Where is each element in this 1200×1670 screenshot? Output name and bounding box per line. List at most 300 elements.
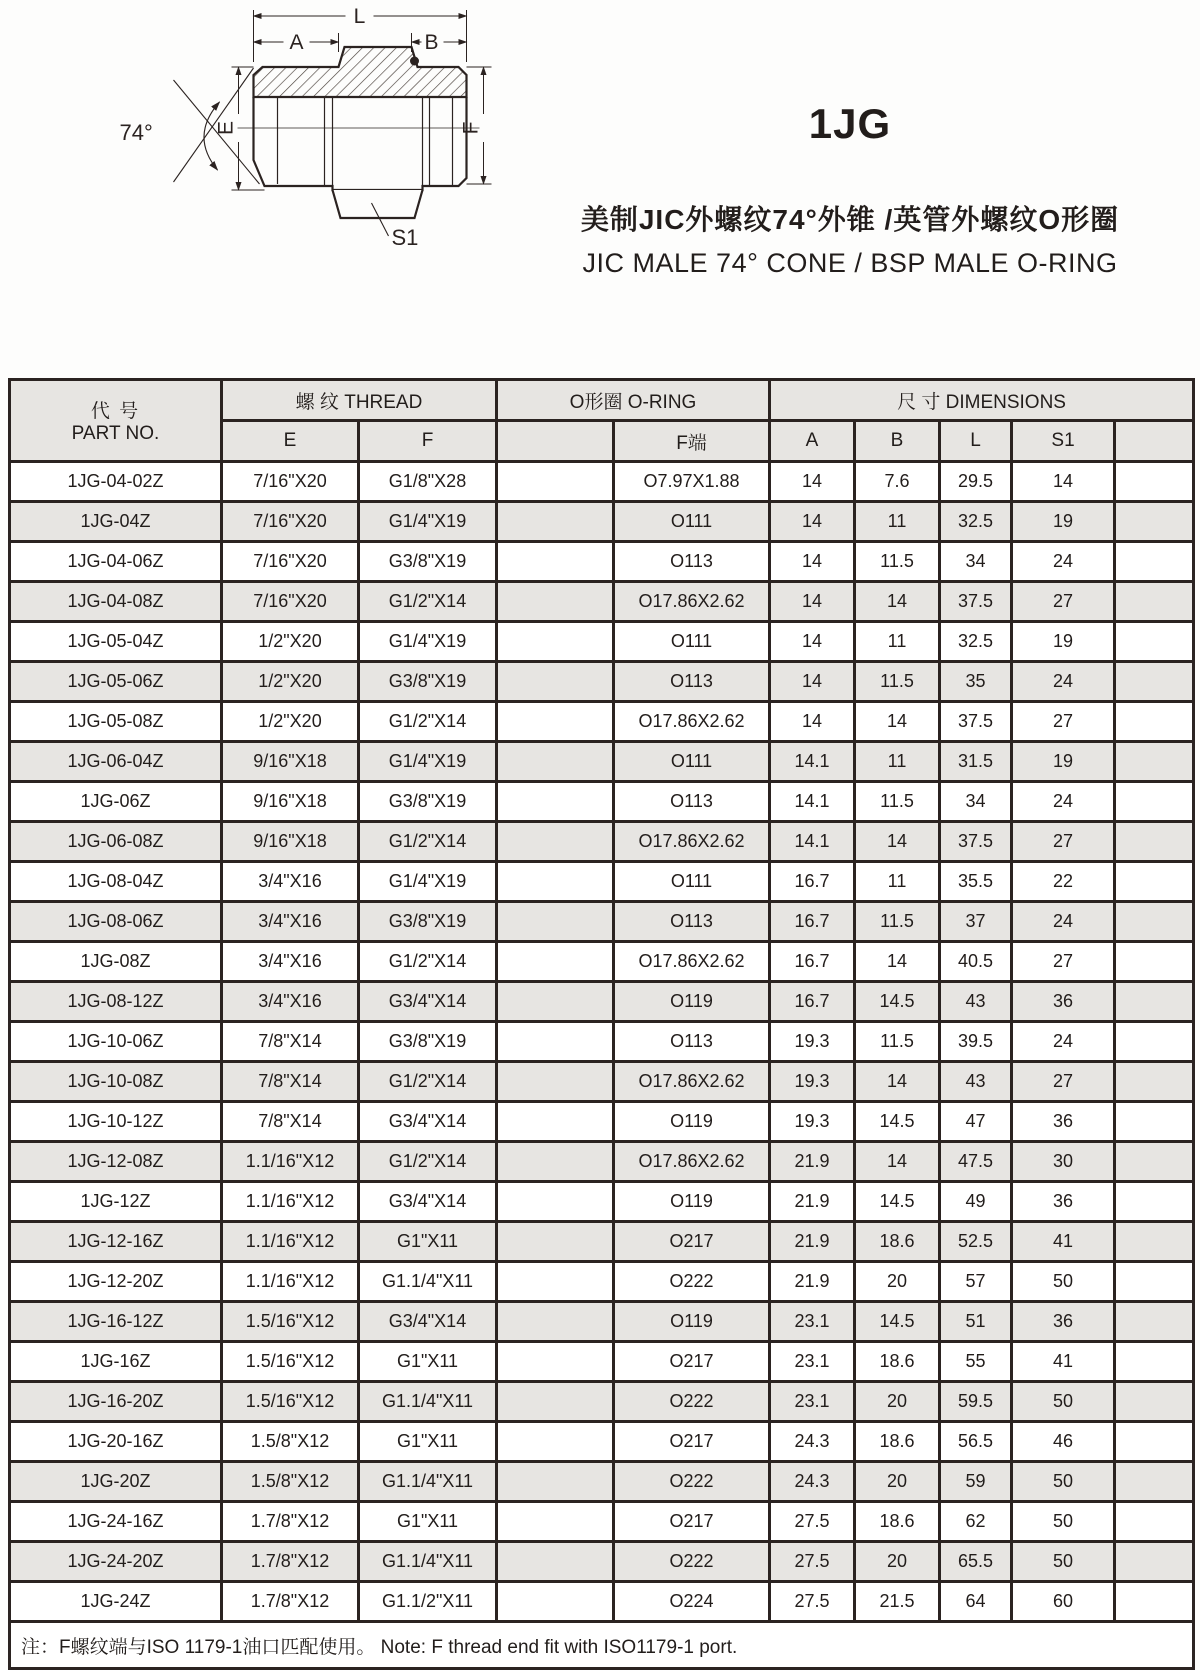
table-cell: [1115, 542, 1194, 582]
table-cell: 27: [1012, 822, 1115, 862]
table-cell: O113: [614, 542, 770, 582]
table-cell: [497, 1102, 614, 1142]
table-cell: [1115, 1182, 1194, 1222]
table-cell: 24: [1012, 1022, 1115, 1062]
table-cell: [1115, 1342, 1194, 1382]
table-row: [10, 902, 1194, 942]
table-cell: 34: [940, 542, 1012, 582]
part-no-label-en: PART NO.: [71, 423, 160, 444]
table-cell: 11.5: [855, 662, 940, 702]
table-cell: 14: [1012, 462, 1115, 502]
table-cell: 1.5/8"X12: [222, 1462, 359, 1502]
table-cell: 14: [855, 702, 940, 742]
table-cell: 11: [855, 502, 940, 542]
table-cell: [1115, 1222, 1194, 1262]
table-cell: [1115, 822, 1194, 862]
table-cell: 1/2"X20: [222, 662, 359, 702]
table-cell: 24: [1012, 782, 1115, 822]
table-cell: 32.5: [940, 502, 1012, 542]
table-cell: 11.5: [855, 1022, 940, 1062]
table-cell: G1/4"X19: [359, 862, 497, 902]
table-cell: 1JG-24-20Z: [10, 1542, 222, 1582]
table-cell: 41: [1012, 1222, 1115, 1262]
table-cell: 21.9: [770, 1222, 855, 1262]
table-cell: 24: [1012, 902, 1115, 942]
table-cell: 35.5: [940, 862, 1012, 902]
table-cell: 7/8"X14: [222, 1102, 359, 1142]
table-cell: 1JG-04-02Z: [10, 462, 222, 502]
table-cell: 50: [1012, 1462, 1115, 1502]
table-cell: 19: [1012, 502, 1115, 542]
table-cell: [497, 662, 614, 702]
table-cell: [1115, 662, 1194, 702]
table-row: [10, 1342, 1194, 1382]
table-cell: 14: [770, 542, 855, 582]
table-cell: G1.1/4"X11: [359, 1382, 497, 1422]
table-cell: 1JG-04-08Z: [10, 582, 222, 622]
table-cell: 1JG-10-08Z: [10, 1062, 222, 1102]
table-cell: O119: [614, 1102, 770, 1142]
table-cell: 19.3: [770, 1022, 855, 1062]
table-cell: [1115, 1582, 1194, 1622]
table-row: [10, 1182, 1194, 1222]
table-cell: 23.1: [770, 1382, 855, 1422]
dim-label-f: F: [459, 121, 483, 135]
table-cell: G1/8"X28: [359, 462, 497, 502]
table-row: [10, 1422, 1194, 1462]
table-cell: 24.3: [770, 1462, 855, 1502]
table-cell: 14.5: [855, 1182, 940, 1222]
table-cell: 1JG-24Z: [10, 1582, 222, 1622]
column-group-dimensions: 尺 寸 DIMENSIONS: [770, 380, 1194, 421]
table-cell: G3/8"X19: [359, 662, 497, 702]
table-cell: 1JG-05-06Z: [10, 662, 222, 702]
table-row: [10, 1102, 1194, 1142]
table-cell: 1JG-06-04Z: [10, 742, 222, 782]
table-cell: 1JG-20Z: [10, 1462, 222, 1502]
table-cell: 1JG-05-04Z: [10, 622, 222, 662]
model-title: 1JG: [808, 100, 892, 147]
table-cell: G1.1/4"X11: [359, 1262, 497, 1302]
table-cell: 18.6: [855, 1502, 940, 1542]
table-cell: 14: [770, 702, 855, 742]
footnote: 注：F螺纹端与ISO 1179-1油口匹配使用。 Note: F thread end fit with ISO1179-1 port.: [10, 1622, 1194, 1669]
table-cell: 7/16"X20: [222, 542, 359, 582]
table-cell: 18.6: [855, 1422, 940, 1462]
note-row: [10, 1622, 1194, 1669]
table-cell: 50: [1012, 1542, 1115, 1582]
page-header: [0, 0, 1200, 378]
table-row: [10, 1542, 1194, 1582]
table-cell: [497, 902, 614, 942]
table-cell: [497, 782, 614, 822]
table-cell: [497, 742, 614, 782]
table-cell: [497, 1342, 614, 1382]
table-cell: G1/2"X14: [359, 822, 497, 862]
table-cell: 37.5: [940, 702, 1012, 742]
table-cell: O119: [614, 1302, 770, 1342]
table-row: [10, 1142, 1194, 1182]
table-cell: 37.5: [940, 582, 1012, 622]
table-cell: 20: [855, 1462, 940, 1502]
fitting-body-lower: [254, 97, 467, 190]
table-cell: G3/8"X19: [359, 782, 497, 822]
table-cell: 11: [855, 742, 940, 782]
table-cell: [1115, 1262, 1194, 1302]
table-cell: [497, 502, 614, 542]
table-cell: 11.5: [855, 782, 940, 822]
table-cell: 14: [770, 582, 855, 622]
table-cell: 9/16"X18: [222, 782, 359, 822]
column-header: L: [940, 421, 1012, 462]
table-cell: 9/16"X18: [222, 822, 359, 862]
table-row: [10, 542, 1194, 582]
table-cell: [497, 1382, 614, 1422]
table-cell: [1115, 1422, 1194, 1462]
table-cell: 18.6: [855, 1222, 940, 1262]
table-cell: 1JG-06-08Z: [10, 822, 222, 862]
table-cell: [1115, 1102, 1194, 1142]
table-cell: 1/2"X20: [222, 702, 359, 742]
table-cell: 36: [1012, 1102, 1115, 1142]
table-row: [10, 1382, 1194, 1422]
table-cell: 27: [1012, 942, 1115, 982]
table-cell: [1115, 982, 1194, 1022]
table-cell: 27.5: [770, 1502, 855, 1542]
table-cell: G1/4"X19: [359, 742, 497, 782]
table-row: [10, 582, 1194, 622]
table-cell: 1.1/16"X12: [222, 1182, 359, 1222]
table-cell: [1115, 1302, 1194, 1342]
table-cell: 60: [1012, 1582, 1115, 1622]
table-cell: 27.5: [770, 1542, 855, 1582]
table-cell: 16.7: [770, 942, 855, 982]
table-cell: 40.5: [940, 942, 1012, 982]
table-cell: 36: [1012, 1182, 1115, 1222]
table-cell: 11.5: [855, 902, 940, 942]
table-cell: 14.1: [770, 822, 855, 862]
table-cell: 14: [770, 622, 855, 662]
part-no-label-zh: 代 号: [90, 401, 141, 422]
table-cell: 56.5: [940, 1422, 1012, 1462]
table-cell: 1JG-08-06Z: [10, 902, 222, 942]
table-cell: 1.1/16"X12: [222, 1262, 359, 1302]
table-cell: [1115, 1462, 1194, 1502]
table-cell: [497, 982, 614, 1022]
table-cell: 1JG-08-12Z: [10, 982, 222, 1022]
table-cell: 14: [855, 822, 940, 862]
table-cell: O113: [614, 902, 770, 942]
table-cell: 1JG-05-08Z: [10, 702, 222, 742]
table-cell: 65.5: [940, 1542, 1012, 1582]
table-row: [10, 502, 1194, 542]
table-cell: [1115, 942, 1194, 982]
table-cell: [497, 1022, 614, 1062]
table-cell: 37.5: [940, 822, 1012, 862]
table-cell: G1.1/4"X11: [359, 1542, 497, 1582]
table-row: [10, 1462, 1194, 1502]
table-cell: 27.5: [770, 1582, 855, 1622]
table-cell: 1.1/16"X12: [222, 1222, 359, 1262]
table-cell: 1JG-16-12Z: [10, 1302, 222, 1342]
table-cell: [497, 462, 614, 502]
table-cell: 47.5: [940, 1142, 1012, 1182]
table-cell: 52.5: [940, 1222, 1012, 1262]
table-cell: 39.5: [940, 1022, 1012, 1062]
table-cell: 19: [1012, 622, 1115, 662]
table-row: [10, 1022, 1194, 1062]
s1-label: S1: [391, 225, 419, 250]
table-cell: G1"X11: [359, 1422, 497, 1462]
table-cell: 1JG-16-20Z: [10, 1382, 222, 1422]
dim-B: [412, 33, 467, 52]
table-cell: 1JG-10-12Z: [10, 1102, 222, 1142]
table-cell: 47: [940, 1102, 1012, 1142]
table-cell: G1/2"X14: [359, 1062, 497, 1102]
table-cell: O17.86X2.62: [614, 582, 770, 622]
table-cell: 11: [855, 622, 940, 662]
table-cell: [1115, 702, 1194, 742]
column-group-part-no: [10, 380, 222, 462]
table-cell: [1115, 902, 1194, 942]
table-cell: [497, 542, 614, 582]
table-row: [10, 942, 1194, 982]
table-cell: [1115, 582, 1194, 622]
table-cell: O111: [614, 862, 770, 902]
table-cell: 41: [1012, 1342, 1115, 1382]
table-cell: 19.3: [770, 1062, 855, 1102]
table-cell: [1115, 462, 1194, 502]
table-cell: 51: [940, 1302, 1012, 1342]
table-cell: [1115, 1382, 1194, 1422]
table-cell: 3/4"X16: [222, 982, 359, 1022]
table-cell: O222: [614, 1462, 770, 1502]
table-cell: G1/2"X14: [359, 582, 497, 622]
table-cell: G3/8"X19: [359, 1022, 497, 1062]
table-row: [10, 662, 1194, 702]
table-cell: 11.5: [855, 542, 940, 582]
column-header: F: [359, 421, 497, 462]
table-cell: 50: [1012, 1382, 1115, 1422]
table-cell: 1JG-06Z: [10, 782, 222, 822]
subtitle-english: JIC MALE 74° CONE / BSP MALE O-RING: [582, 248, 1118, 278]
table-cell: 14.5: [855, 1102, 940, 1142]
table-row: [10, 1502, 1194, 1542]
thread-lines: [278, 97, 453, 186]
table-cell: 14.5: [855, 982, 940, 1022]
table-cell: 7/16"X20: [222, 462, 359, 502]
table-cell: [497, 1422, 614, 1462]
table-cell: 55: [940, 1342, 1012, 1382]
table-cell: O222: [614, 1262, 770, 1302]
table-cell: [497, 1542, 614, 1582]
table-cell: 1.5/16"X12: [222, 1302, 359, 1342]
table-cell: 1.7/8"X12: [222, 1502, 359, 1542]
table-cell: O217: [614, 1502, 770, 1542]
column-header: F端: [614, 421, 770, 462]
table-cell: 14: [855, 1062, 940, 1102]
table-cell: G3/4"X14: [359, 1302, 497, 1342]
table-cell: 50: [1012, 1262, 1115, 1302]
table-cell: 9/16"X18: [222, 742, 359, 782]
table-cell: 1JG-04Z: [10, 502, 222, 542]
spec-table: [8, 378, 1195, 1670]
table-row: [10, 782, 1194, 822]
table-cell: O222: [614, 1542, 770, 1582]
table-cell: [1115, 502, 1194, 542]
table-cell: 18.6: [855, 1342, 940, 1382]
table-cell: 35: [940, 662, 1012, 702]
table-cell: 24: [1012, 542, 1115, 582]
table-cell: 37: [940, 902, 1012, 942]
table-cell: 21.9: [770, 1262, 855, 1302]
table-cell: 27: [1012, 1062, 1115, 1102]
table-cell: 1JG-20-16Z: [10, 1422, 222, 1462]
table-row: [10, 622, 1194, 662]
table-cell: 23.1: [770, 1342, 855, 1382]
table-cell: 14: [770, 462, 855, 502]
table-cell: 14.5: [855, 1302, 940, 1342]
table-cell: 43: [940, 1062, 1012, 1102]
table-cell: O224: [614, 1582, 770, 1622]
table-cell: 31.5: [940, 742, 1012, 782]
table-cell: [1115, 1062, 1194, 1102]
table-cell: O111: [614, 622, 770, 662]
table-cell: [1115, 1542, 1194, 1582]
table-cell: 64: [940, 1582, 1012, 1622]
table-cell: 3/4"X16: [222, 942, 359, 982]
table-cell: O222: [614, 1382, 770, 1422]
column-header: [1115, 421, 1194, 462]
table-cell: O113: [614, 662, 770, 702]
table-cell: 23.1: [770, 1302, 855, 1342]
table-cell: [497, 1262, 614, 1302]
seal-ring-dot: [410, 57, 419, 66]
table-row: [10, 862, 1194, 902]
table-cell: 21.9: [770, 1182, 855, 1222]
table-cell: 1JG-12-08Z: [10, 1142, 222, 1182]
table-cell: 1.5/16"X12: [222, 1382, 359, 1422]
column-group-thread: 螺 纹 THREAD: [222, 380, 497, 421]
table-cell: 21.5: [855, 1582, 940, 1622]
technical-drawing-container: [78, 0, 530, 268]
table-cell: O113: [614, 1022, 770, 1062]
table-cell: 14.1: [770, 742, 855, 782]
table-cell: G1.1/2"X11: [359, 1582, 497, 1622]
table-cell: 3/4"X16: [222, 862, 359, 902]
table-cell: O17.86X2.62: [614, 702, 770, 742]
column-header: A: [770, 421, 855, 462]
table-cell: 43: [940, 982, 1012, 1022]
table-cell: 57: [940, 1262, 1012, 1302]
table-row: [10, 822, 1194, 862]
table-cell: O119: [614, 1182, 770, 1222]
table-cell: 14: [770, 662, 855, 702]
group-header-row: [10, 380, 1194, 421]
table-cell: 36: [1012, 1302, 1115, 1342]
table-cell: [497, 1222, 614, 1262]
table-cell: O119: [614, 982, 770, 1022]
table-row: [10, 1222, 1194, 1262]
table-cell: [497, 822, 614, 862]
table-cell: 21.9: [770, 1142, 855, 1182]
table-cell: 27: [1012, 582, 1115, 622]
table-cell: 24.3: [770, 1422, 855, 1462]
table-cell: 29.5: [940, 462, 1012, 502]
table-cell: G3/4"X14: [359, 1102, 497, 1142]
dim-label-l: L: [353, 5, 366, 28]
table-cell: 19: [1012, 742, 1115, 782]
table-cell: 50: [1012, 1502, 1115, 1542]
table-cell: 1JG-12-16Z: [10, 1222, 222, 1262]
table-cell: 1JG-12-20Z: [10, 1262, 222, 1302]
table-cell: 32.5: [940, 622, 1012, 662]
table-cell: 14: [855, 1142, 940, 1182]
table-cell: 27: [1012, 702, 1115, 742]
table-cell: 20: [855, 1542, 940, 1582]
table-cell: O111: [614, 502, 770, 542]
table-cell: 11: [855, 862, 940, 902]
column-group-oring: O形圈 O-RING: [497, 380, 770, 421]
column-header: S1: [1012, 421, 1115, 462]
table-row: [10, 742, 1194, 782]
table-cell: G1.1/4"X11: [359, 1462, 497, 1502]
table-cell: 1.7/8"X12: [222, 1582, 359, 1622]
table-cell: 59: [940, 1462, 1012, 1502]
table-cell: O217: [614, 1422, 770, 1462]
table-cell: 34: [940, 782, 1012, 822]
column-header: B: [855, 421, 940, 462]
table-cell: O111: [614, 742, 770, 782]
table-cell: G3/4"X14: [359, 982, 497, 1022]
table-cell: 7.6: [855, 462, 940, 502]
table-cell: [1115, 1502, 1194, 1542]
table-cell: 1JG-12Z: [10, 1182, 222, 1222]
table-cell: 24: [1012, 662, 1115, 702]
table-cell: [497, 1062, 614, 1102]
table-cell: 49: [940, 1182, 1012, 1222]
table-cell: O7.97X1.88: [614, 462, 770, 502]
table-row: [10, 1302, 1194, 1342]
table-cell: G3/8"X19: [359, 902, 497, 942]
table-cell: G1/4"X19: [359, 622, 497, 662]
table-cell: [497, 862, 614, 902]
table-cell: 7/16"X20: [222, 582, 359, 622]
table-cell: 36: [1012, 982, 1115, 1022]
table-cell: 1.5/16"X12: [222, 1342, 359, 1382]
table-cell: 20: [855, 1382, 940, 1422]
table-cell: G1"X11: [359, 1222, 497, 1262]
table-cell: O17.86X2.62: [614, 822, 770, 862]
column-header: E: [222, 421, 359, 462]
table-cell: 46: [1012, 1422, 1115, 1462]
table-cell: O17.86X2.62: [614, 1142, 770, 1182]
table-cell: G1/2"X14: [359, 702, 497, 742]
table-cell: G1/2"X14: [359, 1142, 497, 1182]
table-cell: 1JG-10-06Z: [10, 1022, 222, 1062]
table-cell: [497, 942, 614, 982]
table-cell: [497, 1182, 614, 1222]
table-cell: 14: [855, 942, 940, 982]
table-cell: 59.5: [940, 1382, 1012, 1422]
table-row: [10, 702, 1194, 742]
table-cell: [1115, 782, 1194, 822]
table-row: [10, 1582, 1194, 1622]
table-cell: [497, 1502, 614, 1542]
table-cell: 14.1: [770, 782, 855, 822]
table-cell: O217: [614, 1342, 770, 1382]
title-block: [545, 100, 1155, 279]
